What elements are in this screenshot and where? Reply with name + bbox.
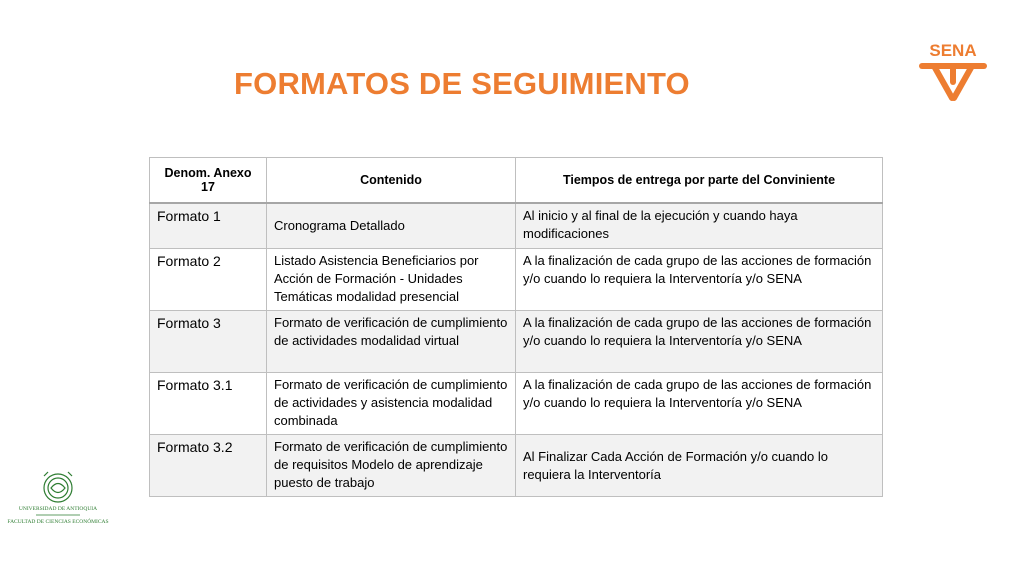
cell-tiempos: A la finalización de cada grupo de las acciones de formación y/o cuando lo requiera la Interventoría y/o SENA (516, 249, 883, 311)
cell-contenido: Formato de verificación de cumplimiento de requisitos Modelo de aprendizaje puesto de trabajo (267, 435, 516, 497)
header-tiempos: Tiempos de entrega por parte del Conviniente (516, 158, 883, 204)
cell-formato: Formato 1 (150, 203, 267, 249)
sena-logo-text: SENA (929, 41, 977, 60)
udea-faculty: FACULTAD DE CIENCIAS ECONÓMICAS (7, 519, 109, 525)
header-denom: Denom. Anexo 17 (150, 158, 267, 204)
header-contenido: Contenido (267, 158, 516, 204)
cell-contenido: Formato de verificación de cumplimiento de actividades modalidad virtual (267, 311, 516, 373)
cell-formato: Formato 3.2 (150, 435, 267, 497)
table-row (150, 203, 883, 249)
table-row (150, 435, 883, 497)
table-row (150, 373, 883, 435)
cell-contenido: Formato de verificación de cumplimiento de actividades y asistencia modalidad combinada (267, 373, 516, 435)
cell-formato: Formato 3 (150, 311, 267, 373)
formatos-table (149, 157, 883, 497)
cell-tiempos: A la finalización de cada grupo de las acciones de formación y/o cuando lo requiera la Interventoría y/o SENA (516, 373, 883, 435)
cell-tiempos: A la finalización de cada grupo de las acciones de formación y/o cuando lo requiera la Interventoría y/o SENA (516, 311, 883, 373)
cell-contenido: Cronograma Detallado (267, 203, 516, 249)
udea-logo (7, 470, 109, 542)
cell-formato: Formato 2 (150, 249, 267, 311)
cell-tiempos: Al inicio y al final de la ejecución y cuando haya modificaciones (516, 203, 883, 249)
cell-tiempos: Al Finalizar Cada Acción de Formación y/o cuando lo requiera la Interventoría (516, 435, 883, 497)
page-title: FORMATOS DE SEGUIMIENTO (234, 66, 690, 101)
sena-logo (912, 40, 994, 104)
udea-name: UNIVERSIDAD DE ANTIOQUIA (18, 506, 98, 512)
cell-contenido: Listado Asistencia Beneficiarios por Acción de Formación - Unidades Temáticas modalidad presencial (267, 249, 516, 311)
table-row (150, 249, 883, 311)
table-header-row (150, 158, 883, 204)
cell-formato: Formato 3.1 (150, 373, 267, 435)
table-row (150, 311, 883, 373)
